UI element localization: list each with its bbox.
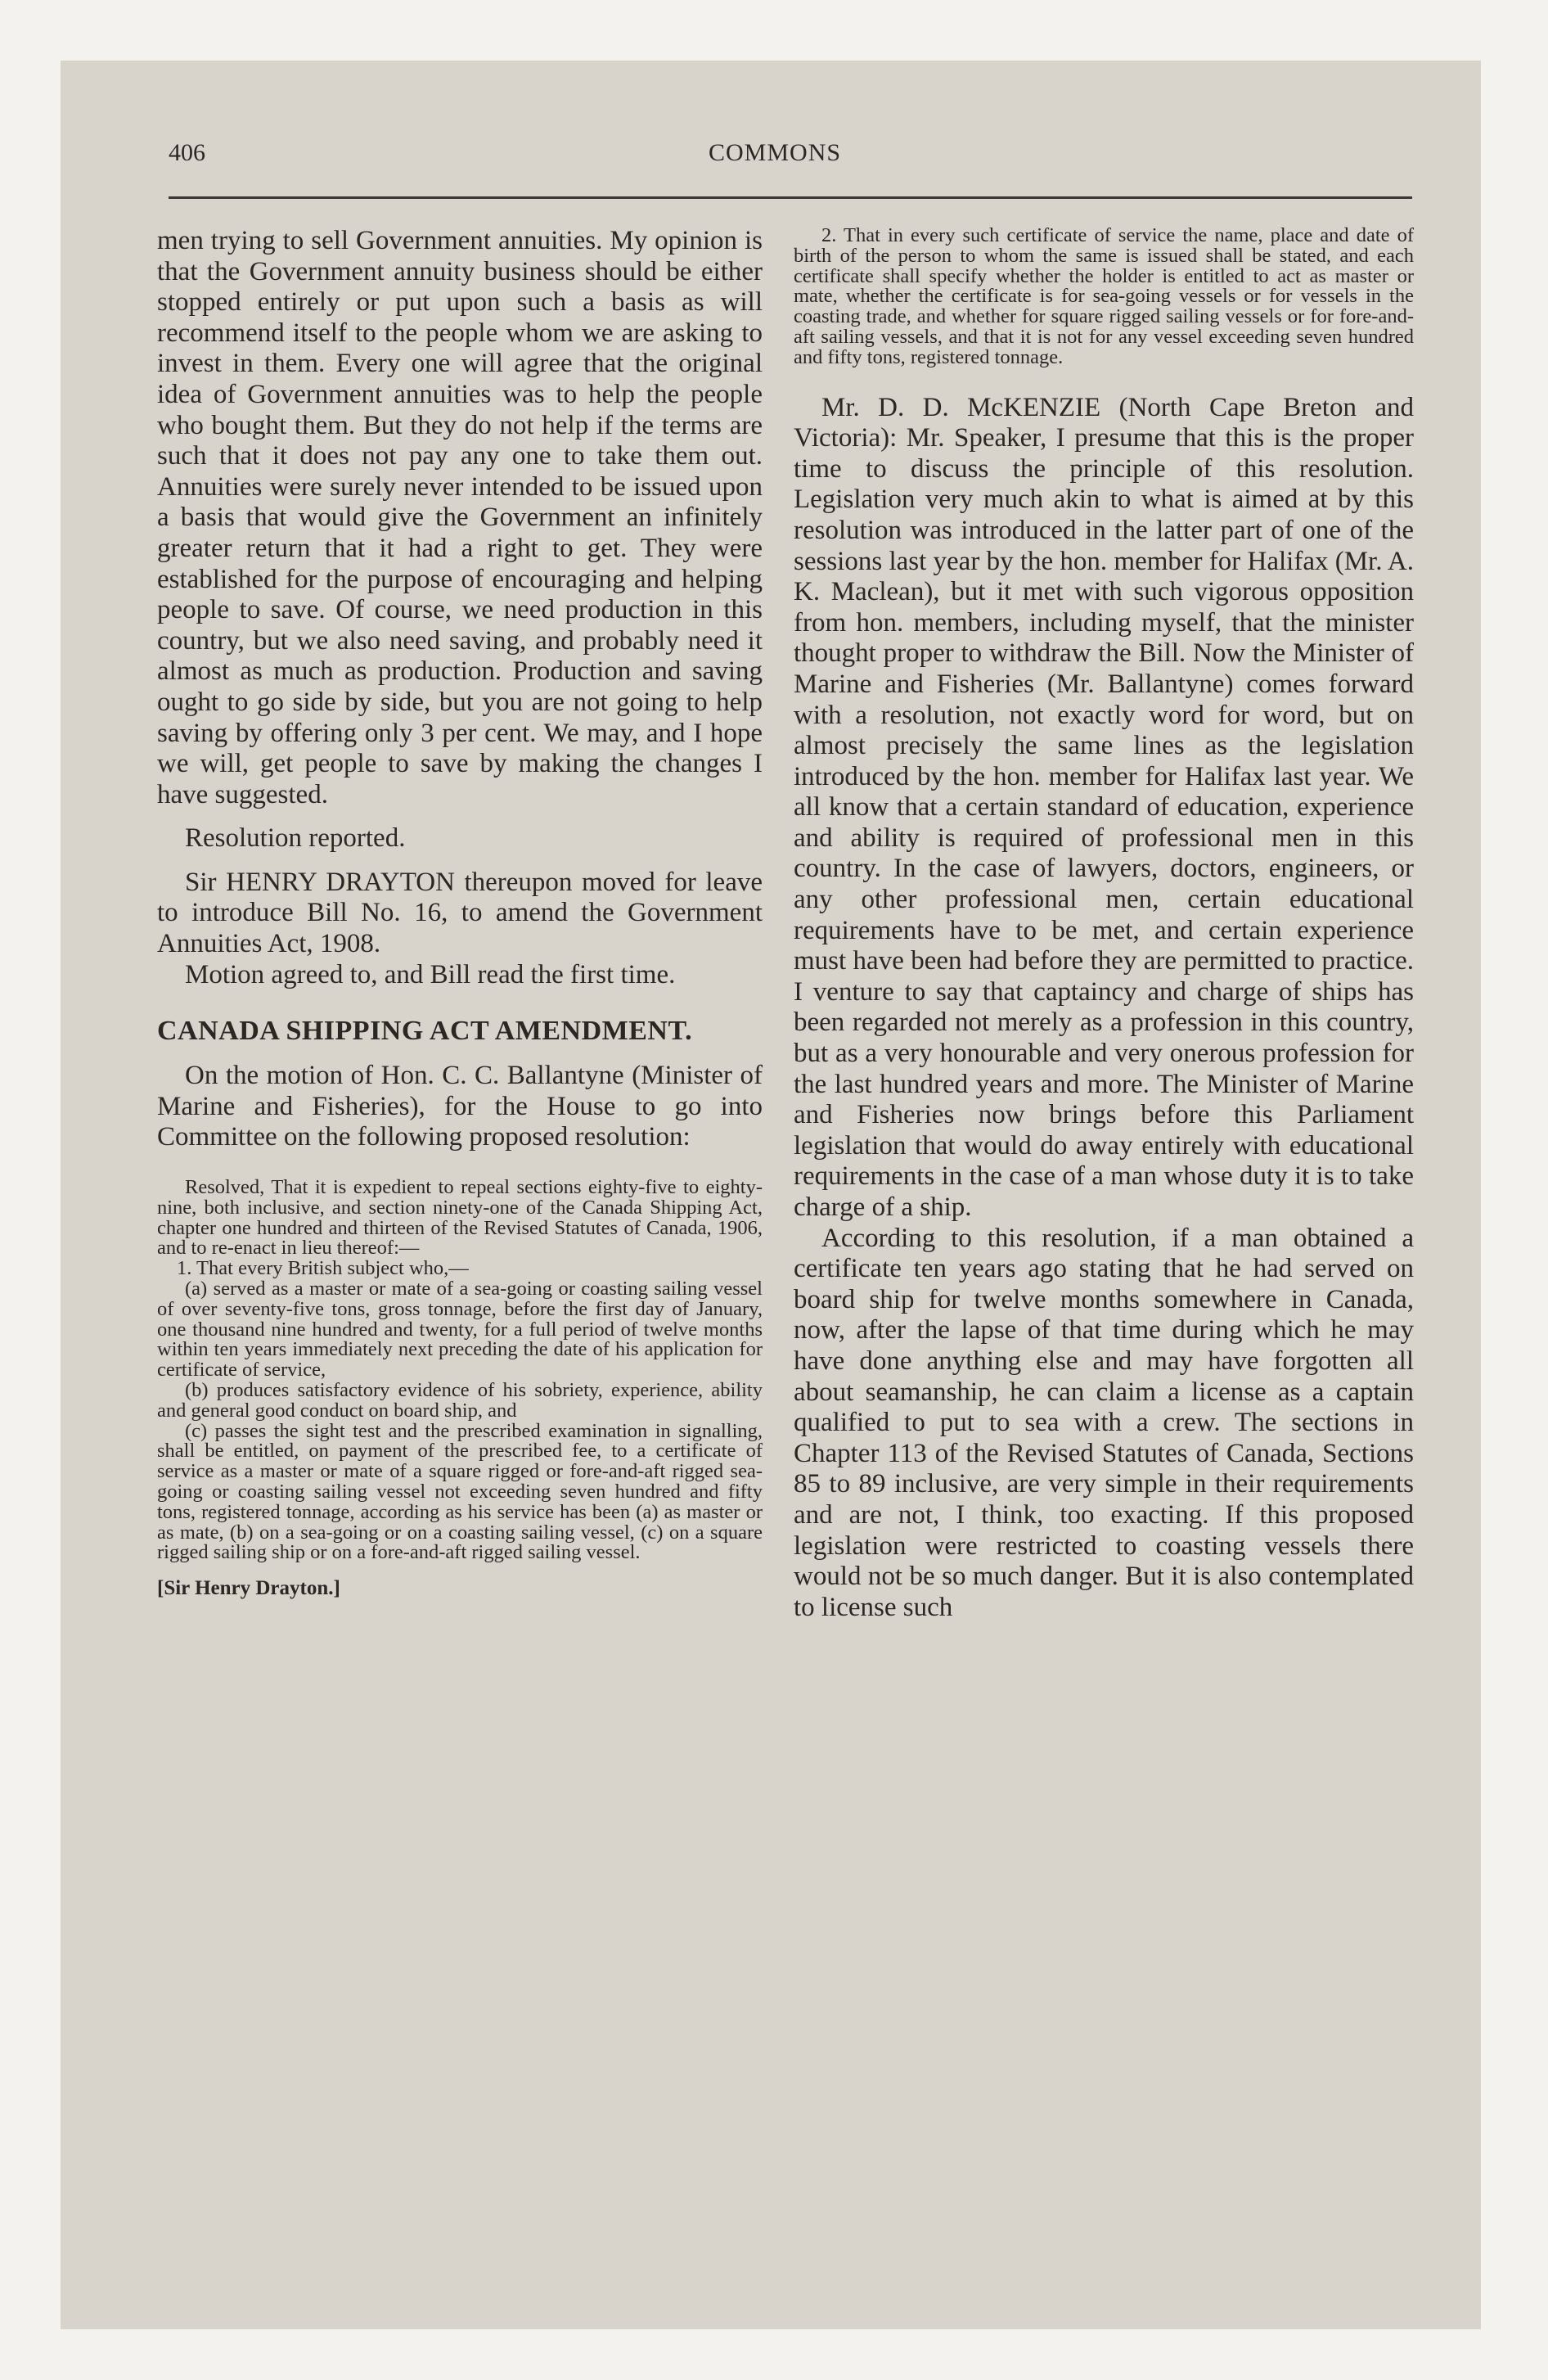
left-column <box>157 226 763 1601</box>
resolution-clause-2: 2. That in every such certificate of service the name, place and date of birth of the person to whom the same is issued shall be stated, and each certificate shall specify whether the holder is entitled to act as master or mate, whether the certificate is for sea-going vessels or for vessels in the coasting trade, and whether for square rigged sailing vessels or for fore-and-aft sailing vessels, and that it is not for any vessel exceeding seven hundred and fifty tons, registered tonnage. <box>794 224 1414 368</box>
resolution-clause-c: (c) passes the sight test and the prescribed examination in signalling, shall be entitled, on payment of the prescribed fee, to a certificate of service as a master or mate of a square rigged or fore-and-aft rigged sea-going or coasting sailing vessel not exceeding seven hundred and fifty tons, registered tonnage, according as his service has been (a) as master or as mate, (b) on a sea-going or on a coasting sailing vessel, (c) on a square rigged sailing ship or on a fore-and-aft rigged sailing vessel. <box>157 1419 763 1564</box>
paragraph-drayton-motion: Sir HENRY DRAYTON thereupon moved for leave to introduce Bill No. 16, to amend the Government Annuities Act, 1908. <box>157 867 763 959</box>
paragraph-annuities-speech: men trying to sell Government annuities. My opinion is that the Government annuity business should be either stopped entirely or put upon such a basis as will recommend itself to the people whom we are asking to invest in them. Every one will agree that the original idea of Government annuities was to help the people who bought them. But they do not help if the terms are such that it does not pay any one to take them out. Annuities were surely never intended to be issued upon a basis that would give the Government an infinitely greater return that it had a right to get. They were established for the purpose of encouraging and helping people to save. Of course, we need production in this country, but we also need saving, and probably need it almost as much as production. Production and saving ought to go side by side, but you are not going to help saving by offering only 3 per cent. We may, and I hope we will, get people to save by making the changes I have suggested. <box>157 226 763 809</box>
right-column <box>794 226 1415 1623</box>
page-header <box>169 139 1412 180</box>
paragraph-resolution-reported: Resolution reported. <box>185 823 406 854</box>
paragraph-mckenzie-speech: Mr. D. D. McKENZIE (North Cape Breton and Victoria): Mr. Speaker, I presume that this is the proper time to discuss the principle of this resolution. Legislation very much akin to what is aimed at by this resolution was introduced in the latter part of one of the sessions last year by the hon. member for Halifax (Mr. A. K. Maclean), but it met with such vigorous opposition from hon. members, including myself, that the minister thought proper to withdraw the Bill. Now the Minister of Marine and Fisheries (Mr. Ballantyne) comes forward with a resolution, not exactly word for word, but on almost precisely the same lines as the legislation introduced by the hon. member for Halifax last year. We all know that a certain standard of education, experience and ability is required of professional men in this country. In the case of lawyers, doctors, engineers, or any other professional men, certain educational requirements have to be met, and certain experience must have been had before they are permitted to practice. I venture to say that captaincy and charge of ships has been regarded not merely as a profession in this country, but as a very honourable and very onerous profession for the last hundred years and more. The Minister of Marine and Fisheries now brings before this Parliament legislation that would do away entirely with educational requirements in the case of a man whose duty it is to take charge of a ship. <box>794 392 1414 1223</box>
page-heading: COMMONS <box>709 139 842 166</box>
speaker-footer: [Sir Henry Drayton.] <box>157 1577 340 1600</box>
header-rule <box>169 196 1412 199</box>
paragraph-motion-agreed: Motion agreed to, and Bill read the first time. <box>185 959 676 989</box>
paragraph-mckenzie-continued: According to this resolution, if a man obtained a certificate ten years ago stating that he had served on board ship for twelve months somewhere in Canada, now, after the lapse of that time during which he may have done anything else and may have forgotten all about seamanship, he can claim a license as a captain qualified to put to sea with a crew. The sections in Chapter 113 of the Revised Statutes of Canada, Sections 85 to 89 inclusive, are very simple in their requirements and are not, I think, too exacting. If this proposed legislation were restricted to coasting vessels there would not be so much danger. But it is also contemplated to license such <box>794 1223 1414 1622</box>
resolution-clause-a: (a) served as a master or mate of a sea-going or coasting sailing vessel of over seventy-five tons, gross tonnage, before the first day of January, one thousand nine hundred and twenty, for a full period of twelve months within ten years immediately next preceding the date of his application for certificate of service, <box>157 1278 763 1382</box>
resolution-clause-1: 1. That every British subject who,— <box>177 1257 469 1280</box>
paragraph-ballantyne-motion: On the motion of Hon. C. C. Ballantyne (Minister of Marine and Fisheries), for the House to go into Committee on the following proposed resolution: <box>157 1061 763 1152</box>
section-title: CANADA SHIPPING ACT AMENDMENT. <box>157 1016 693 1047</box>
resolution-preamble: Resolved, That it is expedient to repeal sections eighty-five to eighty-nine, both inclusive, and section ninety-one of the Canada Shipping Act, chapter one hundred and thirteen of the Revised Statutes of Canada, 1906, and to re-enact in lieu thereof:— <box>157 1176 763 1260</box>
page-number: 406 <box>169 139 205 166</box>
resolution-clause-b: (b) produces satisfactory evidence of his sobriety, experience, ability and general good conduct on board ship, and <box>157 1379 763 1422</box>
